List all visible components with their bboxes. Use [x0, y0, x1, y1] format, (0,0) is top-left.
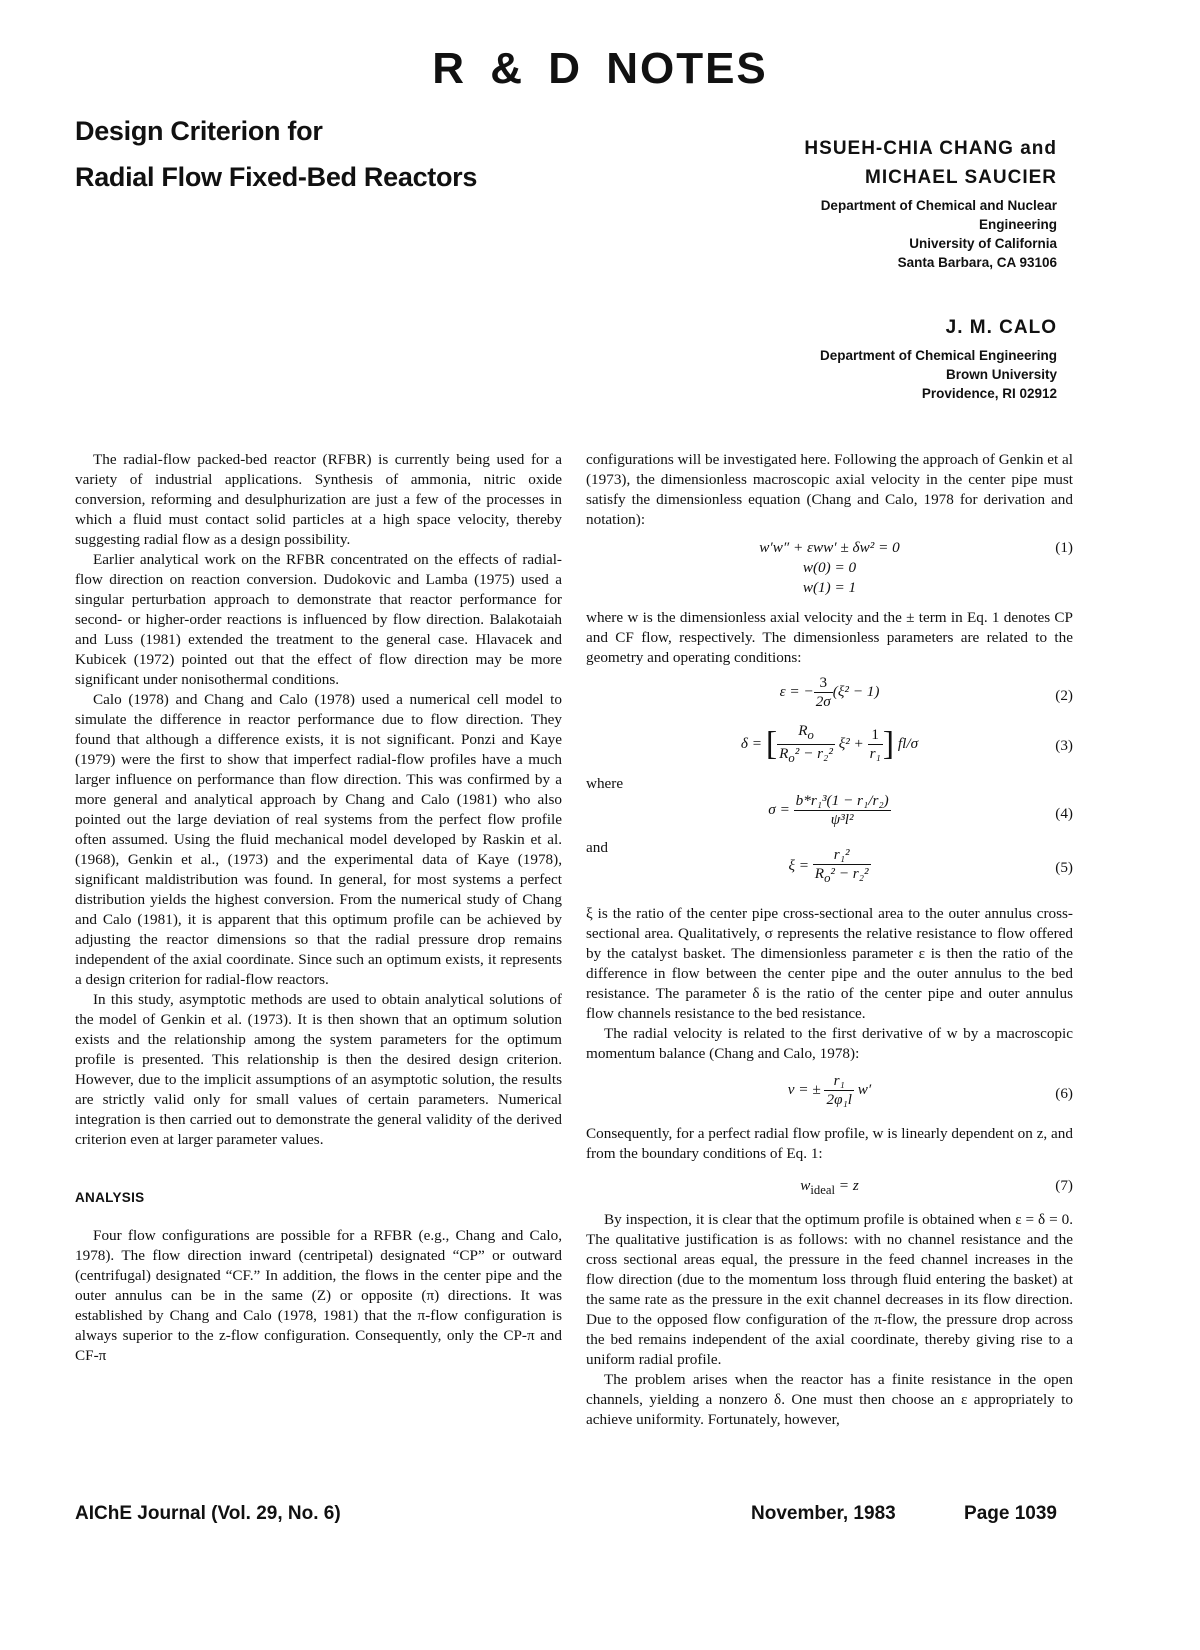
- author-name-3: J. M. CALO: [945, 317, 1057, 338]
- title-line-2: Radial Flow Fixed-Bed Reactors: [75, 162, 478, 192]
- footer-date: November, 1983: [751, 1503, 896, 1524]
- affiliation-line: Providence, RI 02912: [921, 386, 1057, 401]
- title-line-1: Design Criterion for: [75, 116, 323, 146]
- equation-4: where σ = $\frac{\text{b*r₁³(1 − r₁/r₂)}}{\text{ψ³l²}}$ (4): [586, 775, 1073, 828]
- equation-number: (2): [1055, 687, 1073, 704]
- where-label: where: [586, 775, 624, 792]
- author-affiliation-2: [820, 346, 1057, 403]
- footer-journal: AIChE Journal (Vol. 29, No. 6): [75, 1503, 341, 1524]
- paragraph: The radial velocity is related to the first derivative of w by a macroscopic momentum balance (Chang and Calo, 1978):: [586, 1025, 1073, 1062]
- author-names-line-1: HSUEH-CHIA CHANG and: [804, 138, 1057, 159]
- affiliation-line: Santa Barbara, CA 93106: [897, 255, 1057, 270]
- paragraph: In this study, asymptotic methods are used to obtain analytical solutions of the model of Genkin et al. (1973). It is then shown that an optimum solution exists and the relationship among the system parameters for the optimum profile is presented. This relationship is then the desired design criterion. However, due to the implicit assumptions of an asymptotic solution, the results are strictly valid only for small values of certain parameters. Numerical integration is then carried out to demonstrate the general validity of the derived criterion even at larger parameter values.: [75, 991, 562, 1148]
- equation-7: $w_{ideal} = z$ (7): [800, 1177, 1073, 1198]
- equation-number: (7): [1055, 1177, 1073, 1194]
- footer-page-number: Page 1039: [964, 1503, 1057, 1524]
- paragraph: The radial-flow packed-bed reactor (RFBR) is currently being used for a variety of industrial applications. Synthesis of ammonia, nitric oxide conversion, reforming and desulphurization are just a few of the processes in which a fluid must contact solid particles at a high space velocity, thereby suggesting radial flow as a design possibility.: [75, 451, 562, 548]
- affiliation-line: Engineering: [978, 217, 1057, 232]
- and-label: and: [586, 839, 608, 856]
- article-title: [75, 108, 477, 200]
- author-names-line-2: MICHAEL SAUCIER: [865, 167, 1057, 188]
- affiliation-line: Department of Chemical and Nuclear: [820, 198, 1057, 213]
- paragraph: Four flow configurations are possible for a RFBR (e.g., Chang and Calo, 1978). The flow direction inward (centripetal) designated “CP” or outward (centrifugal) designated “CF.” In addition, the flows in the center pipe and the outer annulus can be in the same (Z) or opposite (π) directions. It was established by Chang and Calo (1978, 1981) that the π-flow configuration is always superior to the z-flow configuration. Consequently, only the CP-π and CF-π: [75, 1227, 562, 1364]
- author-block-2: [820, 313, 1057, 403]
- paragraph: By inspection, it is clear that the optimum profile is obtained when ε = δ = 0. The qualitative justification is as follows: with no channel resistance and the cross sectional areas equal, the pressure in the feed channel increases in the flow direction (due to the momentum loss through fluid entering the basket) at the same rate as the pressure in the exit channel decreases in its flow direction. Due to the opposed flow configuration of the π-flow, the pressure drop across the bed remains independent of the axial coordinate, thereby giving rise to a uniform radial profile.: [586, 1211, 1073, 1368]
- equation-2: ε = − $\frac{3}{2\sigma}$ (ξ² − 1) (2): [779, 674, 1073, 710]
- paragraph: Earlier analytical work on the RFBR concentrated on the effects of radial-flow direction on reaction conversion. Dudokovic and Lamba (1975) used a singular perturbation approach to demonstrate that reactor performance for second- or higher-order reactions is influenced by flow direction. Balakotaiah and Luss (1981) extended the treatment to the general case. Hlavacek and Kubicek (1972) pointed out that the effect of flow direction may be more significant under nonisothermal conditions.: [75, 551, 562, 688]
- equation-1-line-3: w(1) = 1: [802, 579, 857, 596]
- equation-1-line-1: w′w″ + εww′ ± δw² = 0: [759, 539, 900, 556]
- paragraph: The problem arises when the reactor has a finite resistance in the open channels, yielding a nonzero δ. One must then choose an ε appropriately to achieve uniformity. Fortunately, however,: [586, 1371, 1073, 1428]
- equation-number: (4): [1055, 805, 1073, 822]
- equation-6: v = ± $\frac{\text{r₁}}{\text{2φ₁l}}$ w′ (6): [787, 1072, 1073, 1108]
- equation-1-line-2: w(0) = 0: [802, 559, 857, 576]
- paragraph: ξ is the ratio of the center pipe cross-sectional area to the outer annulus cross-sectional area. Qualitatively, σ represents the relative resistance to flow offered by the catalyst basket. The dimensionless parameter ε is then the ratio of the difference in flow between the center pipe and the outer annulus to the bed resistance. The parameter δ is the ratio of the center pipe and outer annulus flow channels resistance to the bed resistance.: [586, 905, 1073, 1022]
- equation-3: δ = [ $\frac{R_o}{R_o^2 - r_2^2}$ ξ² + $\frac{1}{\text{r₁}}$ ] fl/σ (3): [740, 722, 1073, 766]
- author-block-1: [804, 134, 1057, 272]
- left-column: [75, 450, 562, 1366]
- affiliation-line: Department of Chemical Engineering: [819, 348, 1057, 363]
- equation-number: (5): [1055, 859, 1073, 876]
- paragraph: Consequently, for a perfect radial flow profile, w is linearly dependent on z, and from the boundary conditions of Eq. 1:: [586, 1125, 1073, 1162]
- affiliation-line: University of California: [909, 236, 1057, 251]
- equation-5: and ξ = $\frac{\text{r₁²}}{R_o^2 - r_2^2}$ (5): [586, 839, 1073, 886]
- affiliation-line: Brown University: [945, 367, 1057, 382]
- equation-number: (3): [1055, 737, 1073, 754]
- equation-number: (1): [1055, 539, 1073, 556]
- paragraph: where w is the dimensionless axial velocity and the ± term in Eq. 1 denotes CP and CF flow, respectively. The dimensionless parameters are related to the geometry and operating conditions:: [586, 609, 1073, 666]
- section-heading-analysis: ANALYSIS: [75, 1190, 145, 1205]
- paragraph: configurations will be investigated here. Following the approach of Genkin et al (1973), the dimensionless macroscopic axial velocity in the center pipe must satisfy the dimensionless equation (Chang and Calo, 1978 for derivation and notation):: [586, 451, 1073, 528]
- author-affiliation-1: [804, 196, 1057, 272]
- equation-number: (6): [1055, 1085, 1073, 1102]
- equation-1: [586, 538, 1073, 598]
- paragraph: Calo (1978) and Chang and Calo (1978) used a numerical cell model to simulate the difference in reactor performance due to flow direction. They found that although a difference exists, it is not significant. Ponzi and Kaye (1979) were the first to show that imperfect radial-flow profiles have a much larger influence on performance than flow direction. This was confirmed by a more general and analytical approach by Chang and Calo (1981) who also pointed out the large deviation of real systems from the perfect flow profile often assumed. Using the fluid mechanical model developed by Raskin et al. (1968), Genkin et al., (1973) and the experimental data of Kaye (1978), significant maldistribution was found. In general, for most systems a perfect distribution yields the highest conversion. From the numerical study of Chang and Calo (1981), it is apparent that this optimum profile can be achieved by adjusting the reactor dimensions so that the radial pressure drop remains independent of the axial coordinate. Since such an optimum exists, it represents a design criterion for radial-flow reactors.: [75, 691, 562, 988]
- section-header: R & D NOTES: [432, 44, 768, 93]
- right-column: [586, 450, 1073, 1430]
